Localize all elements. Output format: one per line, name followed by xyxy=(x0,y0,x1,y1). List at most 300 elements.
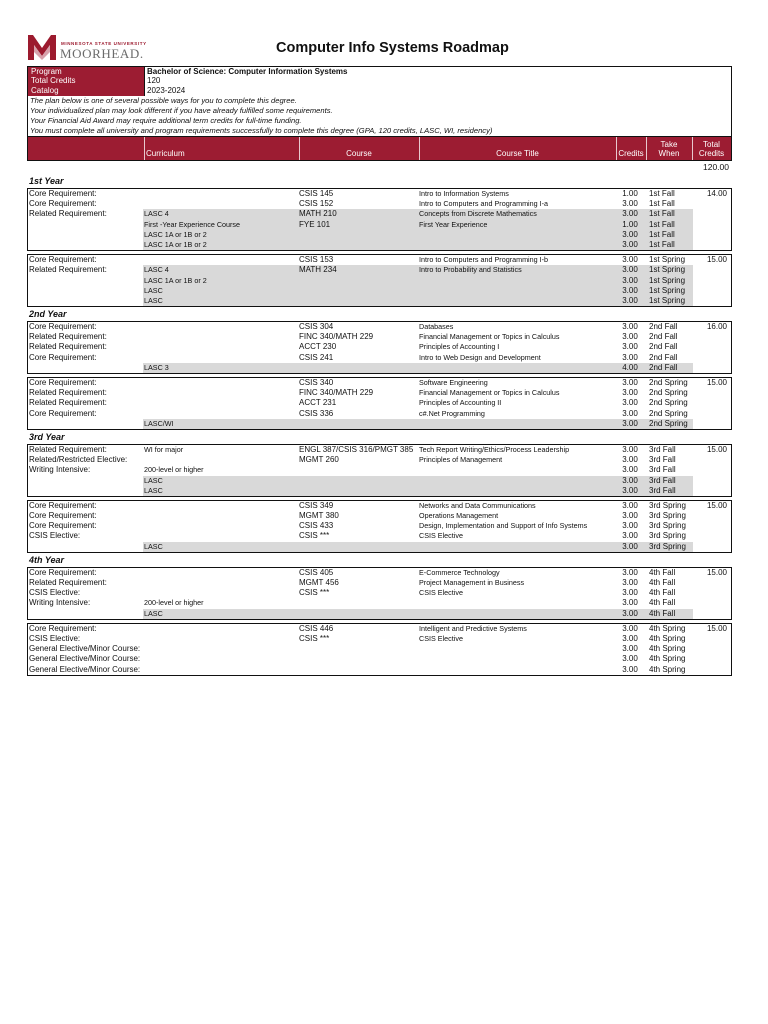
course-row xyxy=(28,521,731,531)
credits: 3.00 xyxy=(622,608,638,618)
catalog-label: Catalog xyxy=(28,86,144,96)
course-code: CSIS 340 xyxy=(299,378,334,387)
credits: 3.00 xyxy=(622,352,638,362)
course-row xyxy=(28,542,731,552)
take-when: 1st Fall xyxy=(649,239,675,249)
credits: 3.00 xyxy=(622,199,638,209)
course-title: Principles of Accounting I xyxy=(419,342,500,352)
requirement-type xyxy=(29,476,143,486)
take-when: 2nd Fall xyxy=(649,332,678,342)
take-when: 1st Spring xyxy=(649,295,686,305)
program-label: Program xyxy=(28,67,144,76)
credits: 3.00 xyxy=(622,654,638,664)
term-total-credits: 15.00 xyxy=(706,500,727,510)
curriculum: LASC xyxy=(144,475,163,485)
curriculum xyxy=(144,409,299,419)
term-total-credits: 16.00 xyxy=(706,322,727,332)
roadmap-sheet xyxy=(27,66,732,676)
course-code: CSIS 145 xyxy=(299,189,334,198)
credits: 3.00 xyxy=(622,500,638,510)
course-title: Principles of Management xyxy=(419,455,503,465)
term-total-credits: 14.00 xyxy=(706,189,727,198)
course-row xyxy=(28,644,731,654)
course-title xyxy=(419,276,619,286)
term-total-credits: 15.00 xyxy=(706,567,727,577)
term-block xyxy=(27,444,732,497)
course-code: CSIS 433 xyxy=(299,521,334,531)
course-code xyxy=(299,240,419,250)
course-row xyxy=(28,419,731,429)
term-total-credits: 15.00 xyxy=(706,623,727,633)
course-code xyxy=(299,486,419,496)
course-title xyxy=(419,230,619,240)
course-title: Databases xyxy=(419,322,454,332)
curriculum xyxy=(144,189,299,199)
requirement-type xyxy=(29,542,143,552)
course-code xyxy=(299,296,419,306)
requirement-type: General Elective/Minor Course: xyxy=(29,654,141,664)
requirement-type: Related Requirement: xyxy=(29,265,107,275)
course-code xyxy=(299,665,419,675)
credits: 3.00 xyxy=(622,623,638,633)
col-total-line1: Total xyxy=(703,140,720,149)
take-when: 4th Spring xyxy=(649,664,686,674)
requirement-type: Core Requirement: xyxy=(29,623,97,633)
requirement-type: Related Requirement: xyxy=(29,388,107,398)
total-credits-value: 120 xyxy=(144,76,731,86)
col-credits: Credits xyxy=(618,149,644,158)
take-when: 2nd Spring xyxy=(649,378,688,387)
course-row xyxy=(28,654,731,664)
total-credits-row xyxy=(27,76,732,86)
take-when: 2nd Fall xyxy=(649,342,678,352)
credits: 3.00 xyxy=(622,295,638,305)
course-row xyxy=(28,363,731,373)
course-title: Intelligent and Predictive Systems xyxy=(419,623,527,633)
credits: 3.00 xyxy=(622,388,638,398)
page-title: Computer Info Systems Roadmap xyxy=(276,40,509,56)
course-title xyxy=(419,465,619,475)
course-code xyxy=(299,230,419,240)
curriculum: 200-level or higher xyxy=(144,465,204,475)
course-title: CSIS Elective xyxy=(419,633,463,643)
course-row xyxy=(28,230,731,240)
curriculum: First -Year Experience Course xyxy=(144,219,241,229)
course-row xyxy=(28,220,731,230)
term-block xyxy=(27,188,732,251)
curriculum xyxy=(144,568,299,578)
credits: 3.00 xyxy=(622,342,638,352)
course-row xyxy=(28,332,731,342)
course-title: Intro to Computers and Programming I-a xyxy=(419,199,549,209)
requirement-type: Core Requirement: xyxy=(29,500,97,510)
course-title xyxy=(419,286,619,296)
course-row xyxy=(28,511,731,521)
col-total-line2: Credits xyxy=(698,149,725,158)
course-code xyxy=(299,286,419,296)
term-total-credits: 15.00 xyxy=(706,378,727,387)
credits: 3.00 xyxy=(622,378,638,387)
course-code: CSIS 153 xyxy=(299,255,334,265)
course-row xyxy=(28,342,731,352)
take-when: 3rd Fall xyxy=(649,475,676,485)
logo-subtitle: MINNESOTA STATE UNIVERSITY xyxy=(61,41,147,46)
course-code xyxy=(299,419,419,429)
curriculum xyxy=(144,511,299,521)
take-when: 2nd Fall xyxy=(649,322,678,332)
plan-note-text: The plan below is one of several possible ways for you to complete this degree. xyxy=(30,96,297,105)
msum-m-logo-icon xyxy=(27,32,57,62)
take-when: 4th Fall xyxy=(649,608,676,618)
requirement-type: Related Requirement: xyxy=(29,342,107,352)
years-container xyxy=(27,174,732,676)
plan-note-text: You must complete all university and program requirements successfully to complete this degree (GPA, 120 credits, LASC, WI, residency) xyxy=(30,126,493,135)
credits: 3.00 xyxy=(622,475,638,485)
course-row xyxy=(28,578,731,588)
curriculum xyxy=(144,634,299,644)
course-code xyxy=(299,363,419,373)
requirement-type: Related Requirement: xyxy=(29,578,107,587)
take-when: 2nd Spring xyxy=(649,408,688,418)
grand-total-row xyxy=(27,161,732,174)
credits: 1.00 xyxy=(622,189,638,198)
requirement-type xyxy=(29,486,143,496)
take-when: 1st Spring xyxy=(649,265,686,275)
curriculum xyxy=(144,388,299,398)
requirement-type: CSIS Elective: xyxy=(29,633,81,643)
page-header xyxy=(0,28,768,68)
curriculum: LASC xyxy=(144,295,163,305)
course-row xyxy=(28,276,731,286)
take-when: 1st Fall xyxy=(649,219,675,229)
course-row xyxy=(28,455,731,465)
requirement-type: General Elective/Minor Course: xyxy=(29,664,141,674)
course-title: Design, Implementation and Support of Info Systems xyxy=(419,521,588,531)
credits: 3.00 xyxy=(622,398,638,408)
course-code: CSIS *** xyxy=(299,633,330,643)
col-course-title: Course Title xyxy=(496,149,539,158)
col-take-when xyxy=(646,137,692,160)
credits: 3.00 xyxy=(622,567,638,577)
term-block xyxy=(27,623,732,676)
course-code: CSIS 336 xyxy=(299,408,334,418)
course-row xyxy=(28,240,731,250)
course-title xyxy=(419,476,619,486)
course-title: First Year Experience xyxy=(419,219,488,229)
course-row xyxy=(28,486,731,496)
curriculum xyxy=(144,588,299,598)
course-title xyxy=(419,419,619,429)
course-title xyxy=(419,240,619,250)
year-label: 4th Year xyxy=(29,554,65,565)
course-title xyxy=(419,296,619,306)
curriculum: LASC/WI xyxy=(144,418,174,428)
course-title: E-Commerce Technology xyxy=(419,567,500,577)
credits: 3.00 xyxy=(622,578,638,587)
col-total-credits xyxy=(692,137,731,160)
course-row xyxy=(28,624,731,634)
course-code: FINC 340/MATH 229 xyxy=(299,332,374,342)
requirement-type: Related Requirement: xyxy=(29,444,107,454)
credits: 3.00 xyxy=(622,531,638,541)
credits: 3.00 xyxy=(622,229,638,239)
course-code: MGMT 456 xyxy=(299,578,339,587)
requirement-type: Related Requirement: xyxy=(29,398,107,408)
credits: 3.00 xyxy=(622,455,638,465)
course-row xyxy=(28,209,731,219)
term-block xyxy=(27,500,732,553)
plan-note-text: Your Financial Aid Award may require additional term credits for full-time funding. xyxy=(30,116,302,125)
requirement-type xyxy=(29,240,143,250)
requirement-type xyxy=(29,363,143,373)
course-code xyxy=(299,465,419,475)
course-row xyxy=(28,501,731,511)
course-code: ENGL 387/CSIS 316/PMGT 385 xyxy=(299,444,414,454)
msum-logo xyxy=(27,32,157,62)
take-when: 3rd Spring xyxy=(649,521,686,531)
take-when: 2nd Fall xyxy=(649,362,678,372)
credits: 3.00 xyxy=(622,633,638,643)
requirement-type: General Elective/Minor Course: xyxy=(29,644,141,654)
course-code: CSIS 241 xyxy=(299,352,334,362)
requirement-type: Core Requirement: xyxy=(29,255,97,265)
year-label: 3rd Year xyxy=(29,431,65,442)
requirement-type: Writing Intensive: xyxy=(29,465,91,475)
course-row xyxy=(28,353,731,363)
course-row xyxy=(28,189,731,199)
take-when: 3rd Spring xyxy=(649,541,686,551)
credits: 3.00 xyxy=(622,588,638,598)
course-code: ACCT 231 xyxy=(299,398,337,408)
course-code xyxy=(299,609,419,619)
course-title: Principles of Accounting II xyxy=(419,398,502,408)
requirement-type: Core Requirement: xyxy=(29,567,97,577)
course-code xyxy=(299,276,419,286)
take-when: 3rd Fall xyxy=(649,455,676,465)
course-code: CSIS 446 xyxy=(299,623,334,633)
course-code xyxy=(299,644,419,654)
credits: 4.00 xyxy=(622,362,638,372)
take-when: 4th Spring xyxy=(649,654,686,664)
take-when: 4th Fall xyxy=(649,588,676,598)
year-label: 1st Year xyxy=(29,176,64,186)
program-value: Bachelor of Science: Computer Information Systems xyxy=(144,67,731,76)
course-row xyxy=(28,609,731,619)
term-block xyxy=(27,377,732,430)
course-code xyxy=(299,542,419,552)
curriculum: WI for major xyxy=(144,444,184,454)
credits: 3.00 xyxy=(622,541,638,551)
take-when: 4th Fall xyxy=(649,578,676,587)
course-title: Concepts from Discrete Mathematics xyxy=(419,209,537,219)
term-total-credits: 15.00 xyxy=(706,444,727,454)
course-row xyxy=(28,634,731,644)
take-when: 4th Spring xyxy=(649,644,686,654)
credits: 3.00 xyxy=(622,521,638,531)
course-code: CSIS *** xyxy=(299,588,330,598)
course-title xyxy=(419,363,619,373)
take-when: 1st Spring xyxy=(649,275,686,285)
curriculum: LASC xyxy=(144,541,163,551)
curriculum xyxy=(144,199,299,209)
curriculum xyxy=(144,398,299,408)
credits: 1.00 xyxy=(622,219,638,229)
course-row xyxy=(28,296,731,306)
course-title xyxy=(419,486,619,496)
requirement-type: Core Requirement: xyxy=(29,378,97,387)
credits: 3.00 xyxy=(622,322,638,332)
term-block xyxy=(27,567,732,620)
requirement-type xyxy=(29,419,143,429)
take-when: 3rd Fall xyxy=(649,465,676,475)
curriculum xyxy=(144,332,299,342)
course-code: MGMT 380 xyxy=(299,511,339,521)
course-row xyxy=(28,665,731,675)
curriculum xyxy=(144,342,299,352)
credits: 3.00 xyxy=(622,418,638,428)
credits: 3.00 xyxy=(622,265,638,275)
requirement-type: Core Requirement: xyxy=(29,189,97,198)
curriculum: LASC xyxy=(144,485,163,495)
column-header xyxy=(27,136,732,161)
curriculum xyxy=(144,353,299,363)
course-row xyxy=(28,388,731,398)
requirement-type: Related/Restricted Elective: xyxy=(29,455,128,465)
course-code: MGMT 260 xyxy=(299,455,339,465)
take-when: 1st Fall xyxy=(649,199,675,209)
course-code: CSIS *** xyxy=(299,531,330,541)
requirement-type: Core Requirement: xyxy=(29,521,97,531)
col-course: Course xyxy=(346,149,372,158)
course-row xyxy=(28,265,731,275)
take-when: 1st Spring xyxy=(649,255,686,265)
take-when: 2nd Spring xyxy=(649,418,688,428)
requirement-type: Core Requirement: xyxy=(29,352,97,362)
plan-note-text: Your individualized plan may look different if you have already fulfilled some requirements. xyxy=(30,106,333,115)
course-row xyxy=(28,398,731,408)
curriculum: 200-level or higher xyxy=(144,598,204,608)
curriculum xyxy=(144,501,299,511)
catalog-row xyxy=(27,86,732,96)
take-when: 3rd Spring xyxy=(649,511,686,521)
course-title: Software Engineering xyxy=(419,378,488,387)
col-take-when-line2: When xyxy=(658,149,680,158)
course-code: FYE 101 xyxy=(299,219,331,229)
course-row xyxy=(28,445,731,455)
credits: 3.00 xyxy=(622,511,638,521)
credits: 3.00 xyxy=(622,465,638,475)
course-code xyxy=(299,598,419,608)
course-row xyxy=(28,476,731,486)
logo-wordmark: MOORHEAD. xyxy=(60,46,144,61)
curriculum: LASC 4 xyxy=(144,265,169,275)
grand-total: 120.00 xyxy=(703,162,729,172)
credits: 3.00 xyxy=(622,598,638,608)
col-take-when-line1: Take xyxy=(660,140,678,149)
plan-notes xyxy=(27,96,732,136)
curriculum: LASC 4 xyxy=(144,209,169,219)
plan-note xyxy=(27,106,732,116)
course-title: CSIS Elective xyxy=(419,531,463,541)
course-code: CSIS 304 xyxy=(299,322,334,332)
curriculum xyxy=(144,665,299,675)
curriculum xyxy=(144,378,299,388)
course-row xyxy=(28,286,731,296)
course-title: Networks and Data Communications xyxy=(419,500,536,510)
requirement-type: Related Requirement: xyxy=(29,209,107,219)
requirement-type: Related Requirement: xyxy=(29,332,107,342)
credits: 3.00 xyxy=(622,408,638,418)
course-title: Tech Report Writing/Ethics/Process Leadership xyxy=(419,444,570,454)
course-title: Intro to Computers and Programming I-b xyxy=(419,255,549,265)
requirement-type: Core Requirement: xyxy=(29,408,97,418)
course-title xyxy=(419,598,619,608)
curriculum xyxy=(144,654,299,664)
course-code: MATH 210 xyxy=(299,209,337,219)
credits: 3.00 xyxy=(622,332,638,342)
curriculum xyxy=(144,578,299,588)
course-title: Intro to Web Design and Development xyxy=(419,352,541,362)
credits: 3.00 xyxy=(622,285,638,295)
requirement-type: CSIS Elective: xyxy=(29,588,81,598)
curriculum xyxy=(144,531,299,541)
course-row xyxy=(28,598,731,608)
curriculum xyxy=(144,255,299,265)
course-row xyxy=(28,409,731,419)
take-when: 4th Spring xyxy=(649,623,686,633)
take-when: 4th Fall xyxy=(649,598,676,608)
take-when: 2nd Spring xyxy=(649,398,688,408)
requirement-type xyxy=(29,609,143,619)
course-title xyxy=(419,665,619,675)
requirement-type: Core Requirement: xyxy=(29,199,97,209)
course-code xyxy=(299,476,419,486)
requirement-type xyxy=(29,296,143,306)
course-code: CSIS 152 xyxy=(299,199,334,209)
curriculum: LASC 1A or 1B or 2 xyxy=(144,275,207,285)
requirement-type xyxy=(29,220,143,230)
course-title: Intro to Probability and Statistics xyxy=(419,265,522,275)
credits: 3.00 xyxy=(622,275,638,285)
course-title: Operations Management xyxy=(419,511,499,521)
requirement-type: Core Requirement: xyxy=(29,511,97,521)
take-when: 1st Fall xyxy=(649,229,675,239)
take-when: 2nd Spring xyxy=(649,388,688,398)
course-title xyxy=(419,654,619,664)
course-row xyxy=(28,322,731,332)
program-row xyxy=(27,66,732,76)
curriculum xyxy=(144,322,299,332)
curriculum: LASC 1A or 1B or 2 xyxy=(144,239,207,249)
course-code: MATH 234 xyxy=(299,265,337,275)
curriculum xyxy=(144,455,299,465)
course-row xyxy=(28,531,731,541)
course-title xyxy=(419,644,619,654)
take-when: 3rd Fall xyxy=(649,444,676,454)
take-when: 1st Spring xyxy=(649,285,686,295)
plan-note xyxy=(27,116,732,126)
requirement-type: CSIS Elective: xyxy=(29,531,81,541)
catalog-value: 2023-2024 xyxy=(144,86,731,96)
course-title: Intro to Information Systems xyxy=(419,189,509,198)
course-row xyxy=(28,378,731,388)
total-credits-label: Total Credits xyxy=(28,76,144,86)
requirement-type: Core Requirement: xyxy=(29,322,97,332)
credits: 3.00 xyxy=(622,255,638,265)
course-code xyxy=(299,654,419,664)
col-curriculum: Curriculum xyxy=(146,149,185,158)
course-title: CSIS Elective xyxy=(419,588,463,598)
